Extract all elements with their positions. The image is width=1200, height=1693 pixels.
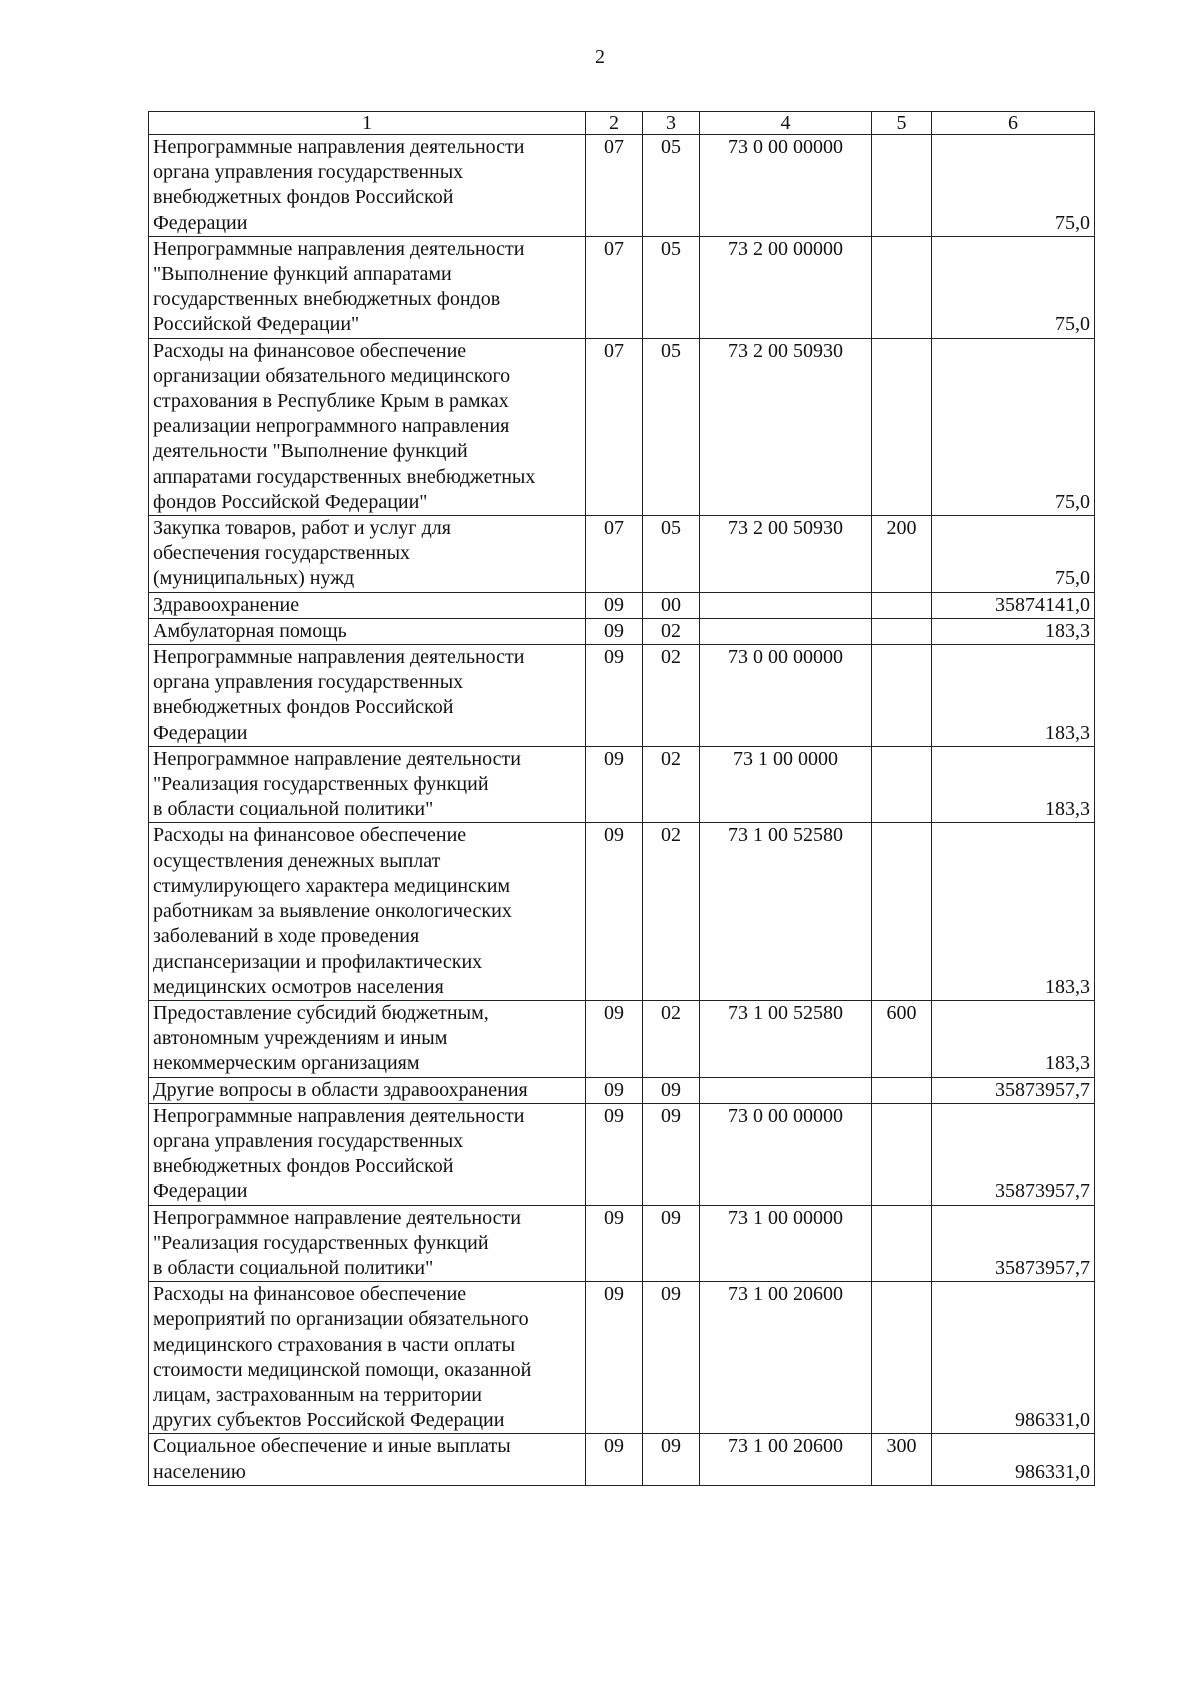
table-row [149,645,1095,747]
row-name-cell [149,1434,586,1485]
row-target-article-cell [700,645,872,747]
table-row [149,338,1095,515]
row-expense-type-cell [872,1077,932,1103]
row-name-cell-text: Непрограммные направления деятельности органа управления государственных внебюджетных фондов Российской Федерации [153,646,525,744]
row-amount-cell [932,1434,1095,1485]
row-amount-cell [932,1103,1095,1205]
budget-table [148,111,1095,1486]
row-target-article-cell-text: 73 2 00 00000 [728,237,843,260]
row-expense-type-cell [872,1000,932,1077]
row-name-cell-text: Непрограммное направление деятельности "Реализация государственных функций в области социальной политики" [153,747,521,821]
table-row [149,516,1095,593]
row-name-cell-text: Расходы на финансовое обеспечение осуществления денежных выплат стимулирующего характера медицинским работникам за выявление онкологических заболеваний в ходе проведения диспансеризации и профилактических медицинских осмотров населения [153,824,512,998]
table-row [149,135,1095,237]
row-amount-cell [932,645,1095,747]
row-section-cell [586,1103,643,1205]
row-subsection-cell-text: 02 [661,824,681,847]
row-amount-cell [932,823,1095,1000]
row-name-cell [149,618,586,644]
row-section-cell [586,135,643,237]
row-subsection-cell-text: 05 [661,237,681,260]
row-subsection-cell [643,823,700,1000]
row-expense-type-cell [872,236,932,338]
row-target-article-cell [700,1103,872,1205]
row-amount-cell [932,1282,1095,1434]
row-amount-cell-text: 75,0 [1055,313,1090,336]
row-subsection-cell [643,236,700,338]
row-amount-cell-text: 986331,0 [1015,1460,1090,1483]
row-amount-cell-text: 183,3 [1045,619,1090,642]
row-amount-cell-text: 75,0 [1055,567,1090,590]
row-name-cell-text: Закупка товаров, работ и услуг для обеспечения государственных (муниципальных) нужд [153,517,451,590]
row-expense-type-cell [872,592,932,618]
row-expense-type-cell [872,338,932,515]
row-name-cell [149,338,586,515]
row-amount-cell [932,1077,1095,1103]
row-name-cell-text: Расходы на финансовое обеспечение мероприятий по организации обязательного медицинского страхования в части оплаты стоимости медицинской помощи, оказанной лицам, застрахованным на территории других субъектов Российской Федерации [153,1283,532,1432]
row-amount-cell-text: 35873957,7 [995,1180,1090,1203]
row-target-article-cell [700,746,872,823]
table-row [149,823,1095,1000]
page-number: 2 [595,46,605,68]
row-name-cell-text: Непрограммные направления деятельности органа управления государственных внебюджетных фондов Российской Федерации [153,1104,525,1203]
row-name-cell-text: Амбулаторная помощь [153,619,347,642]
row-amount-cell [932,236,1095,338]
row-section-cell-text: 07 [604,517,624,540]
row-section-cell-text: 09 [604,1078,624,1101]
row-name-cell [149,1282,586,1434]
row-target-article-cell [700,1077,872,1103]
row-amount-cell [932,746,1095,823]
row-subsection-cell-text: 09 [661,1206,681,1229]
header-cell: 2 [586,112,643,135]
row-name-cell-text: Непрограммные направления деятельности органа управления государственных внебюджетных фондов Российской Федерации [153,136,525,234]
row-target-article-cell-text: 73 1 00 20600 [728,1283,843,1306]
row-target-article-cell-text: 73 2 00 50930 [728,517,843,540]
row-section-cell [586,1077,643,1103]
row-target-article-cell [700,338,872,515]
row-name-cell-text: Расходы на финансовое обеспечение организации обязательного медицинского страхования в Республике Крым в рамках реализации непрограммного направления деятельности "Выполнение функций аппаратами государственных внебюджетных фондов Российской Федерации" [153,339,536,513]
table-row [149,1077,1095,1103]
row-amount-cell-text: 35873957,7 [995,1078,1090,1101]
row-amount-cell-text: 183,3 [1045,798,1090,821]
row-section-cell-text: 09 [604,1435,624,1458]
row-section-cell-text: 09 [604,1104,624,1127]
row-target-article-cell-text: 73 0 00 00000 [728,136,843,158]
table-row [149,1103,1095,1205]
row-name-cell [149,592,586,618]
row-name-cell-text: Предоставление субсидий бюджетным, автономным учреждениям и иным некоммерческим организациям [153,1001,489,1075]
row-name-cell-text: Непрограммные направления деятельности "Выполнение функций аппаратами государственных внебюджетных фондов Российской Федерации" [153,237,525,336]
row-amount-cell-text: 183,3 [1045,975,1090,998]
row-subsection-cell [643,1103,700,1205]
table-row [149,1282,1095,1434]
row-name-cell [149,1077,586,1103]
table-row [149,236,1095,338]
row-subsection-cell-text: 05 [661,517,681,540]
table-row [149,618,1095,644]
row-subsection-cell [643,618,700,644]
row-section-cell [586,618,643,644]
row-subsection-cell [643,1434,700,1485]
row-amount-cell [932,338,1095,515]
row-target-article-cell-text: 73 0 00 00000 [728,646,843,669]
row-section-cell-text: 07 [604,136,624,158]
row-target-article-cell-text: 73 1 00 52580 [728,1001,843,1024]
row-subsection-cell [643,1205,700,1282]
row-subsection-cell-text: 02 [661,747,681,770]
row-amount-cell [932,592,1095,618]
row-amount-cell [932,618,1095,644]
row-subsection-cell-text: 09 [661,1078,681,1101]
row-name-cell [149,645,586,747]
header-cell: 4 [700,112,872,135]
row-section-cell [586,1205,643,1282]
row-expense-type-cell-text: 300 [886,1435,917,1458]
row-target-article-cell [700,1282,872,1434]
table-header-row [149,112,1095,135]
row-section-cell-text: 09 [604,824,624,847]
row-section-cell-text: 07 [604,339,624,362]
row-expense-type-cell-text: 600 [886,1001,917,1024]
row-name-cell-text: Непрограммное направление деятельности "Реализация государственных функций в области социальной политики" [153,1206,521,1279]
row-expense-type-cell [872,823,932,1000]
row-target-article-cell-text: 73 1 00 20600 [728,1435,843,1458]
row-subsection-cell [643,338,700,515]
row-subsection-cell-text: 09 [661,1435,681,1458]
row-name-cell [149,1000,586,1077]
row-subsection-cell [643,516,700,593]
header-cell: 6 [932,112,1095,135]
row-name-cell [149,236,586,338]
row-subsection-cell-text: 05 [661,339,681,362]
row-section-cell-text: 09 [604,593,624,616]
row-amount-cell [932,516,1095,593]
row-subsection-cell-text: 02 [661,619,681,642]
row-amount-cell-text: 75,0 [1055,490,1090,513]
row-section-cell [586,823,643,1000]
row-name-cell-text: Здравоохранение [153,593,300,616]
row-expense-type-cell [872,1282,932,1434]
row-expense-type-cell-text: 200 [886,517,917,540]
row-expense-type-cell [872,516,932,593]
row-expense-type-cell [872,746,932,823]
row-subsection-cell-text: 09 [661,1283,681,1306]
row-target-article-cell [700,236,872,338]
row-amount-cell-text: 986331,0 [1015,1409,1090,1432]
row-name-cell-text: Другие вопросы в области здравоохранения [153,1078,528,1101]
row-section-cell-text: 09 [604,1001,624,1024]
row-subsection-cell [643,746,700,823]
row-amount-cell [932,1000,1095,1077]
row-subsection-cell-text: 02 [661,646,681,669]
row-target-article-cell-text: 73 0 00 00000 [728,1104,843,1127]
row-section-cell-text: 09 [604,619,624,642]
header-cell: 3 [643,112,700,135]
header-cell: 1 [149,112,586,135]
row-name-cell [149,135,586,237]
row-section-cell [586,592,643,618]
row-section-cell [586,1434,643,1485]
row-target-article-cell [700,135,872,237]
row-section-cell [586,1000,643,1077]
row-name-cell [149,1103,586,1205]
row-name-cell [149,516,586,593]
row-subsection-cell [643,1000,700,1077]
row-amount-cell [932,1205,1095,1282]
row-section-cell [586,236,643,338]
row-subsection-cell [643,1282,700,1434]
row-subsection-cell [643,645,700,747]
row-amount-cell [932,135,1095,237]
row-target-article-cell [700,618,872,644]
row-subsection-cell-text: 00 [661,593,681,616]
row-section-cell-text: 07 [604,237,624,260]
row-target-article-cell [700,1434,872,1485]
table-row [149,592,1095,618]
row-target-article-cell-text: 73 1 00 0000 [733,747,838,770]
row-expense-type-cell [872,1103,932,1205]
row-amount-cell-text: 183,3 [1045,1052,1090,1075]
row-section-cell [586,516,643,593]
row-name-cell [149,1205,586,1282]
row-amount-cell-text: 183,3 [1045,721,1090,744]
row-subsection-cell-text: 02 [661,1001,681,1024]
row-target-article-cell-text: 73 1 00 00000 [728,1206,843,1229]
row-amount-cell-text: 35874141,0 [995,593,1090,616]
row-subsection-cell [643,135,700,237]
row-subsection-cell-text: 09 [661,1104,681,1127]
row-expense-type-cell [872,645,932,747]
row-expense-type-cell [872,135,932,237]
row-section-cell [586,338,643,515]
row-target-article-cell-text: 73 1 00 52580 [728,824,843,847]
row-target-article-cell-text: 73 2 00 50930 [728,339,843,362]
header-cell: 5 [872,112,932,135]
row-target-article-cell [700,823,872,1000]
row-section-cell-text: 09 [604,1283,624,1306]
row-section-cell-text: 09 [604,747,624,770]
row-amount-cell-text: 75,0 [1055,211,1090,234]
row-target-article-cell [700,1205,872,1282]
row-name-cell [149,823,586,1000]
table-row [149,746,1095,823]
table-row [149,1434,1095,1485]
row-target-article-cell [700,592,872,618]
row-target-article-cell [700,1000,872,1077]
row-name-cell-text: Социальное обеспечение и иные выплаты населению [153,1435,511,1483]
row-section-cell-text: 09 [604,1206,624,1229]
row-expense-type-cell [872,618,932,644]
row-target-article-cell [700,516,872,593]
row-amount-cell-text: 35873957,7 [995,1256,1090,1279]
row-section-cell [586,746,643,823]
row-expense-type-cell [872,1205,932,1282]
row-subsection-cell-text: 05 [661,136,681,158]
row-section-cell [586,1282,643,1434]
row-section-cell [586,645,643,747]
table-row [149,1205,1095,1282]
row-subsection-cell [643,1077,700,1103]
row-expense-type-cell [872,1434,932,1485]
row-name-cell [149,746,586,823]
row-subsection-cell [643,592,700,618]
table-row [149,1000,1095,1077]
row-section-cell-text: 09 [604,646,624,669]
